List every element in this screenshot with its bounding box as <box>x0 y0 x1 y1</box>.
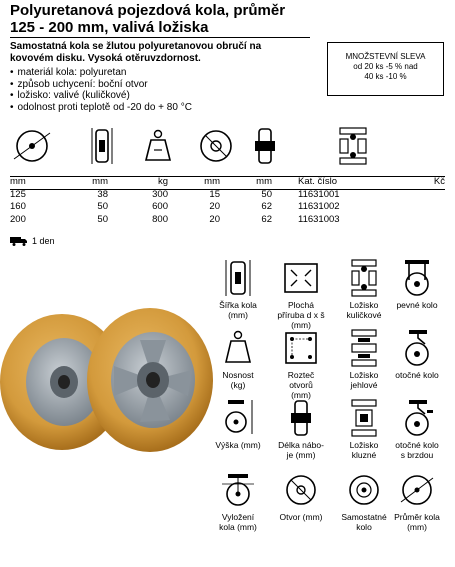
legend-item: Ložisko kuličkové <box>333 258 395 320</box>
header-bore: mm <box>204 176 220 187</box>
legend-item: otočné kolo <box>386 328 448 380</box>
legend-item: Plochá příruba d x š (mm) <box>270 258 332 330</box>
title-line-2: 125 - 200 mm, valivá ložiska <box>10 19 209 36</box>
plain-bearing-icon <box>344 398 384 438</box>
header-price: Kč <box>433 176 445 187</box>
header-catalog-number: Kat. číslo <box>298 176 338 187</box>
swivel-brake-castor-icon <box>397 398 437 438</box>
header-diameter: mm <box>10 176 26 187</box>
ball-bearing-icon <box>336 126 370 166</box>
discount-title: MNOŽSTEVNÍ SLEVA <box>345 52 426 61</box>
title-line-1: Polyuretanová pojezdová kola, průměr <box>10 2 286 19</box>
intro-line-1: Samostatná kola se žlutou polyuretanovou obručí na <box>10 41 262 52</box>
header-width: mm <box>92 176 108 187</box>
page-title <box>10 2 310 36</box>
quantity-discount-box <box>327 42 444 96</box>
hub-length-icon <box>281 398 321 438</box>
property-list <box>10 67 320 113</box>
property-item: • odolnost proti teplotě od -20 do + 80 °C <box>10 102 320 114</box>
bore-icon <box>281 470 321 510</box>
discount-line: od 20 ks -5 % nad <box>353 62 418 71</box>
legend-item: Nosnost (kg) <box>207 328 269 390</box>
ball-bearing-icon <box>344 258 384 298</box>
header-hub-length: mm <box>256 176 272 187</box>
table-row: 160 50 600 20 62 11631002 <box>10 201 340 213</box>
legend-item: Ložisko jehlové <box>333 328 395 390</box>
single-wheel-icon <box>344 470 384 510</box>
wheel-diameter-icon <box>397 470 437 510</box>
wheel-diameter-icon <box>12 126 52 166</box>
fixed-castor-icon <box>397 258 437 298</box>
table-row: 200 50 800 20 62 11631003 <box>10 213 340 225</box>
intro-text <box>10 41 320 65</box>
offset-icon <box>218 470 258 510</box>
needle-bearing-icon <box>344 328 384 368</box>
legend-item: otočné kolo s brzdou <box>386 398 448 460</box>
load-capacity-icon <box>218 328 258 368</box>
height-icon <box>218 398 258 438</box>
flat-flange-icon <box>281 258 321 298</box>
property-item: • materiál kola: polyuretan <box>10 67 320 79</box>
legend-item: Otvor (mm) <box>270 470 332 522</box>
hub-length-icon <box>250 126 280 166</box>
truck-icon <box>10 236 28 246</box>
table-row: 125 38 300 15 50 11631001 <box>10 188 340 200</box>
column-icon-row <box>0 126 455 170</box>
table-header-row <box>10 175 445 188</box>
property-item: • způsob uchycení: boční otvor <box>10 79 320 91</box>
load-capacity-icon <box>138 126 178 166</box>
delivery-time <box>10 236 55 246</box>
wheel-width-icon <box>218 258 258 298</box>
legend-item: Vyložení kola (mm) <box>207 470 269 532</box>
legend-item: Ložisko kluzné <box>333 398 395 460</box>
property-item: • ložisko: valivé (kuličkové) <box>10 90 320 102</box>
legend-item: Samostatné kolo <box>333 470 395 532</box>
intro-line-2: kovovém disku. Vysoká otěruvzdornost. <box>10 53 201 64</box>
legend-item: Rozteč otvorů (mm) <box>270 328 332 400</box>
title-divider <box>10 37 310 38</box>
delivery-text: 1 den <box>32 236 55 246</box>
legend-item: Výška (mm) <box>207 398 269 450</box>
swivel-castor-icon <box>397 328 437 368</box>
bore-icon <box>196 126 236 166</box>
legend-item: Šířka kola (mm) <box>207 258 269 320</box>
header-load: kg <box>157 176 168 187</box>
hole-spacing-icon <box>281 328 321 368</box>
wheel-width-icon <box>88 126 116 166</box>
legend-item: Průměr kola (mm) <box>386 470 448 532</box>
spec-table <box>10 175 445 226</box>
legend-item: Délka nábo- je (mm) <box>270 398 332 460</box>
discount-line: 40 ks -10 % <box>364 72 407 81</box>
legend-item: pevné kolo <box>386 258 448 310</box>
product-photo <box>0 300 215 455</box>
